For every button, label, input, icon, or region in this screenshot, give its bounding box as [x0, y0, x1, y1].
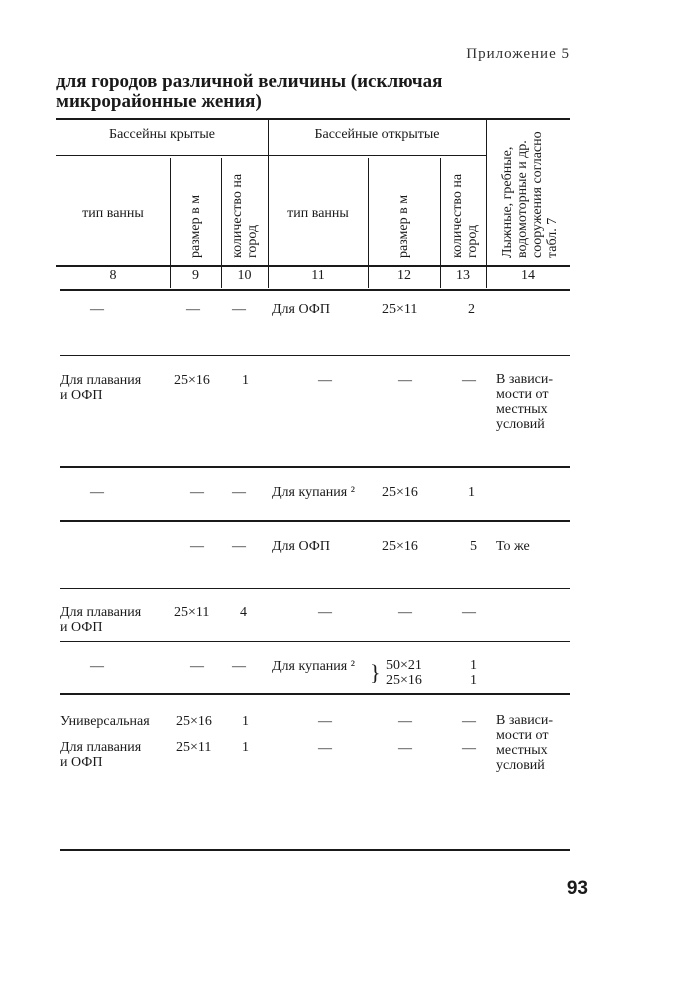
table-cell: — — [398, 605, 412, 620]
table-cell: 2 — [468, 302, 475, 317]
table-cell: — — [398, 714, 412, 729]
row-group-rule — [60, 693, 570, 695]
col-number: 8 — [109, 268, 117, 283]
header-bottom-rule — [56, 265, 570, 267]
table-cell: 25×16 — [174, 373, 210, 388]
col-number: 9 — [192, 268, 199, 283]
col14-header: Лыжные, гребные, водомоторные и др. сооружения согласно табл. 7 — [500, 131, 560, 258]
table-cell: Для ОФП — [272, 539, 330, 554]
table-cell: — — [318, 741, 332, 756]
col-number: 14 — [521, 268, 535, 283]
table-cell: 25×11 — [174, 605, 210, 620]
table-cell: 25×11 — [176, 740, 212, 755]
col-divider — [268, 118, 269, 288]
col-number: 11 — [311, 268, 325, 283]
table-cell: Для плавания и ОФП — [60, 605, 142, 635]
table-cell: — — [462, 714, 476, 729]
col11-header: тип ванны — [287, 206, 349, 221]
table-cell: Универсальная — [60, 714, 150, 729]
table-cell: То же — [496, 539, 530, 554]
table-cell: — — [232, 302, 246, 317]
table-cell: 5 — [470, 539, 477, 554]
table-cell: 25×16 — [176, 714, 212, 729]
table-cell: — — [318, 605, 332, 620]
row-group-rule — [60, 588, 570, 589]
col-divider — [486, 118, 487, 288]
table-cell: — — [462, 605, 476, 620]
indoor-pools-header: Бассейны крытые — [109, 127, 215, 142]
table-cell: 1 — [242, 373, 249, 388]
table-cell: — — [232, 485, 246, 500]
table-bottom-rule — [60, 849, 570, 851]
table-cell: — — [190, 485, 204, 500]
table-cell: — — [232, 659, 246, 674]
table-cell: 50×21 25×16 — [386, 658, 422, 688]
table-cell: Для плавания и ОФП — [60, 740, 142, 770]
table-cell: 25×16 — [382, 539, 418, 554]
table-cell: 25×16 — [382, 485, 418, 500]
col8-header: тип ванны — [82, 206, 144, 221]
col-number: 10 — [237, 268, 252, 283]
col-number: 13 — [456, 268, 470, 283]
table-cell: — — [398, 741, 412, 756]
table-cell: 1 — [242, 714, 249, 729]
table-cell: — — [462, 741, 476, 756]
table-cell: В зависи- мости от местных условий — [496, 713, 554, 773]
row-group-rule — [60, 466, 570, 468]
table-cell: — — [90, 302, 104, 317]
row-group-rule — [60, 520, 570, 522]
table-cell: — — [398, 373, 412, 388]
table-cell: Для купания ² — [272, 659, 355, 674]
table-cell: — — [190, 659, 204, 674]
table-cell: — — [190, 539, 204, 554]
table-cell: 1 — [242, 740, 249, 755]
col9-header: размер в м — [188, 194, 203, 258]
col13-header: количество на город — [450, 173, 480, 258]
col12-header: размер в м — [396, 194, 411, 258]
table-cell: Для плавания и ОФП — [60, 373, 142, 403]
appendix-label: Приложение 5 — [466, 46, 570, 62]
table-top-rule — [56, 118, 570, 120]
table-cell: — — [462, 373, 476, 388]
table-cell: — — [186, 302, 200, 317]
table-cell: В зависи- мости от местных условий — [496, 372, 554, 432]
page-number: 93 — [566, 878, 588, 899]
table-cell: Для ОФП — [272, 302, 330, 317]
row-group-rule — [60, 641, 570, 642]
table-cell: 25×11 — [382, 302, 418, 317]
table-cell: — — [232, 539, 246, 554]
brace-icon: } — [370, 660, 381, 685]
table-cell: — — [90, 485, 104, 500]
table-cell: — — [318, 714, 332, 729]
table-cell: 4 — [240, 605, 247, 620]
table-cell: Для купания ² — [272, 485, 355, 500]
row-group-rule — [60, 355, 570, 356]
page-title: для городов различной величины (исключая микрорайонные жения) — [56, 71, 443, 112]
group-header-rule — [56, 155, 486, 156]
col-number: 12 — [397, 268, 411, 283]
col10-header: количество на город — [230, 173, 260, 258]
table-cell: 1 1 — [470, 658, 477, 688]
outdoor-pools-header: Бассейные открытые — [314, 127, 440, 142]
table-cell: 1 — [468, 485, 475, 500]
table-cell: — — [318, 373, 332, 388]
colnum-bottom-rule — [60, 289, 570, 291]
table-cell: — — [90, 659, 104, 674]
